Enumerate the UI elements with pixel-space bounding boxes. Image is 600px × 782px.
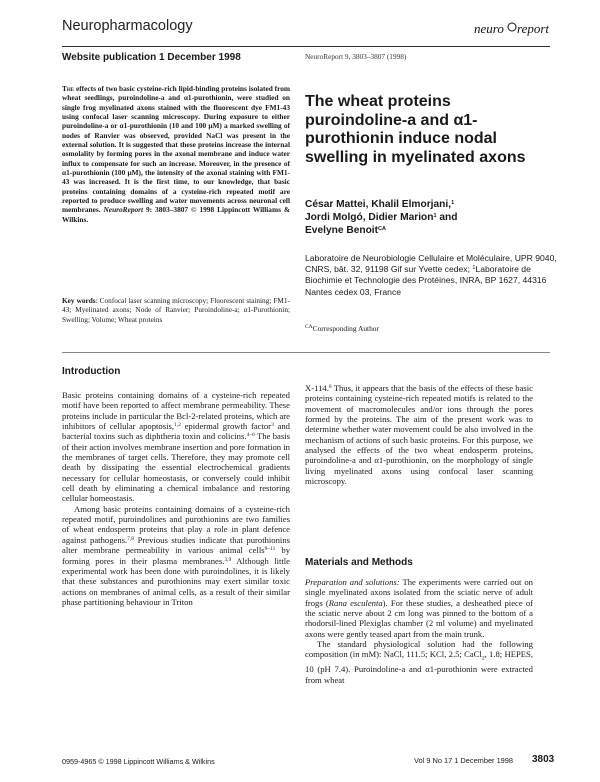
- abstract-citation-journal: NeuroReport: [103, 205, 144, 215]
- author-sup-1: 1: [451, 200, 455, 206]
- intro-paragraph-1: [62, 390, 290, 504]
- methods-column: [305, 577, 533, 685]
- species-name: Rana esculenta: [328, 597, 383, 608]
- methods-p1-text-b: ). For these studies, a desheathed piece of the sciatic nerve about 2 cm long was pinned to the bottom of a rhodorsil-lined Plexiglas chamber (2 ml volume) and myelinated axons were gently teased apart from the main trunk.: [305, 597, 534, 639]
- intro-p3-text-a: X-114.: [305, 383, 329, 393]
- keywords: [62, 296, 290, 324]
- affiliation: [305, 253, 557, 298]
- abstract-lead: The: [62, 84, 75, 93]
- intro-p3-text-b: Thus, it appears that the basis of the effects of these basic proteins containing cysteine-rich repeated motifs is related to the movement of macromolecules and/or ions through the pores formed by the proteins. The aim of the present work was to determine whether water movement could be also involved in the mechanism of actions of such basic proteins. For this purpose, we analysed the effects of the two wheat endosperm proteins, puroindoline-a and α1-purothionin, on the morphology of single living myelinated axons using confocal laser scanning microscopy.: [305, 383, 533, 487]
- methods-paragraph-1: [305, 577, 533, 639]
- header-rule: [62, 46, 550, 47]
- keywords-label: Key words: [62, 296, 96, 305]
- ref-sup: 9–11: [264, 546, 276, 553]
- affiliation-1: Laboratoire de Neurobiologie Cellulaire et Moléculaire, UPR 9040, CNRS, bât. 32, 91198 Gif sur Yvette cedex;: [305, 253, 557, 275]
- abstract-citation: 9: 3803–3807 © 1998 Lippincott Williams & Wilkins.: [62, 205, 290, 224]
- methods-subheading: Preparation and solutions:: [305, 577, 400, 587]
- article-title: The wheat proteins puroindoline-a and α1-purothionin induce nodal swelling in myelinated axons: [305, 93, 526, 167]
- column-left: [62, 390, 290, 607]
- intro-p2-text-c: by forming pores in their plasma membranes.: [62, 545, 290, 566]
- ref-sup: 8: [328, 384, 332, 390]
- authors: [305, 198, 555, 237]
- neuroreport-logo: [474, 18, 550, 38]
- methods-p2-text-b: , 1.8; HEPES, 10 (pH 7.4). Puroindoline-a and α1-purothionin were extracted from wheat: [305, 649, 533, 685]
- intro-p1-text-c: and bacterial toxins such as diphtheria toxin and colicins.: [62, 421, 290, 442]
- author-sup-2: 1: [433, 213, 437, 219]
- keywords-text: : Confocal laser scanning microscopy; Fluorescent staining; FM1-43; Myelinated axons; Node of Ranvier; Puroindoline-a; α1-Purothionin; Swelling; Volume; Wheat proteins: [62, 296, 290, 324]
- footer-issue: Vol 9 No 17 1 December 1998: [414, 756, 514, 765]
- intro-p2-text-a: Among basic proteins containing domains of a cysteine-rich repeated motif, puroindolines and purothionins are two families of wheat endosperm proteins that play a role in plant defence against pathogens.: [62, 503, 290, 545]
- methods-paragraph-2: [305, 639, 533, 685]
- author-and: and: [436, 212, 458, 223]
- intro-p2-text-b: Previous studies indicate that purothionins alter membrane permeability in various animal cells: [62, 534, 290, 556]
- citation: NeuroReport 9, 3803–3807 (1998): [305, 52, 407, 61]
- ref-sup: 4–6: [246, 432, 255, 439]
- section-rule: [62, 352, 550, 353]
- ref-sup: 3,9: [224, 556, 232, 563]
- ref-sup: 7,8: [127, 535, 135, 542]
- author-line-1: César Mattei, Khalil Elmorjani,: [305, 199, 452, 210]
- svg-text:report: report: [517, 21, 550, 36]
- intro-p1-text-d: The basis of their action involves membrane insertion and pore formation in the membranes of target cells. Therefore, they may promote cell death by dissipating the essential electrochemical gradients necessary for cellular homeostasis, or conversely could inhibit cell death by eliminating a chemical imbalance and restoring cellular homeostasis.: [62, 431, 290, 504]
- corresponding-text: Corresponding Author: [312, 324, 379, 333]
- ref-sup: 3: [271, 422, 274, 429]
- intro-paragraph-2: [62, 504, 290, 607]
- intro-p1-text-a: Basic proteins containing domains of a cysteine-rich repeated motif have been reported to affect membrane permeability. These proteins include in particular the Bcl-2-related proteins, which are inhibitors of cellular apoptosis,: [62, 390, 290, 432]
- svg-text:neuro: neuro: [474, 21, 504, 36]
- publication-line: Website publication 1 December 1998: [62, 52, 241, 63]
- footer-copyright: 0959-4965 © 1998 Lippincott Williams & Wilkins: [62, 757, 215, 766]
- introduction-heading: Introduction: [62, 366, 121, 377]
- abstract: [62, 84, 290, 224]
- affiliation-sup: 1: [472, 265, 476, 272]
- author-sup-ca: CA: [378, 226, 386, 232]
- journal-section: Neuropharmacology: [62, 18, 193, 34]
- intro-p2-text-d: Although little experimental work has been done with puroindolines, it is likely that these substances and purothionins may exert similar toxic actions on membranes of animal cells, as a result of their similar phase partitioning behaviour in Triton: [62, 555, 291, 607]
- affiliation-2: Laboratoire de Biochimie et Technologie des Protéines, INRA, BP 1627, 44316 Nantes cedex 03, France: [305, 264, 547, 297]
- author-line-2: Jordi Molgó, Didier Marion: [305, 212, 434, 223]
- corresponding-author: [305, 324, 379, 333]
- methods-p1-text-a: The experiments were carried out on single myelinated axons isolated from the sciatic nerve of adult frogs (: [305, 577, 533, 608]
- intro-p1-text-b: epidermal growth factor: [180, 421, 272, 432]
- author-line-3: Evelyne Benoit: [305, 225, 379, 236]
- abstract-text: effects of two basic cysteine-rich lipid-binding proteins isolated from wheat seedlings, puroindoline-a and α1-purothionin, were studied on single frog myelinated axons stained with the fluorescent dye FM1-43 using confocal laser scanning microscopy. During exposure to either puroindoline-a or α1-purothionin (10 and 100 μM) a marked swelling of nodes of Ranvier was observed, provided NaCl was present in the external solution. It is suggested that these proteins increase the internal osmolality by forming pores in the axonal membrane and induce water influx to compensate for such an increase. Moreover, in the presence of α1-purothionin (100 μM), the intensity of the axonal staining with FM1-43 was increased. It is the first time, to our knowledge, that basic proteins containing domains of a cysteine-rich repeated motif are reported to produce swelling and water movements across neuronal cell membranes.: [62, 84, 290, 215]
- intro-paragraph-3: [305, 383, 533, 486]
- column-right: [305, 383, 533, 486]
- methods-heading: Materials and Methods: [305, 557, 413, 568]
- methods-p2-text-a: The standard physiological solution had the following composition (in mM): NaCl, 111.5; KCl, 2.5; CaCl: [305, 639, 533, 660]
- page-number: 3803: [532, 754, 555, 765]
- ref-sup: 1,2: [174, 422, 181, 429]
- subscript: 2: [481, 656, 485, 663]
- corresponding-sup: CA: [305, 324, 313, 330]
